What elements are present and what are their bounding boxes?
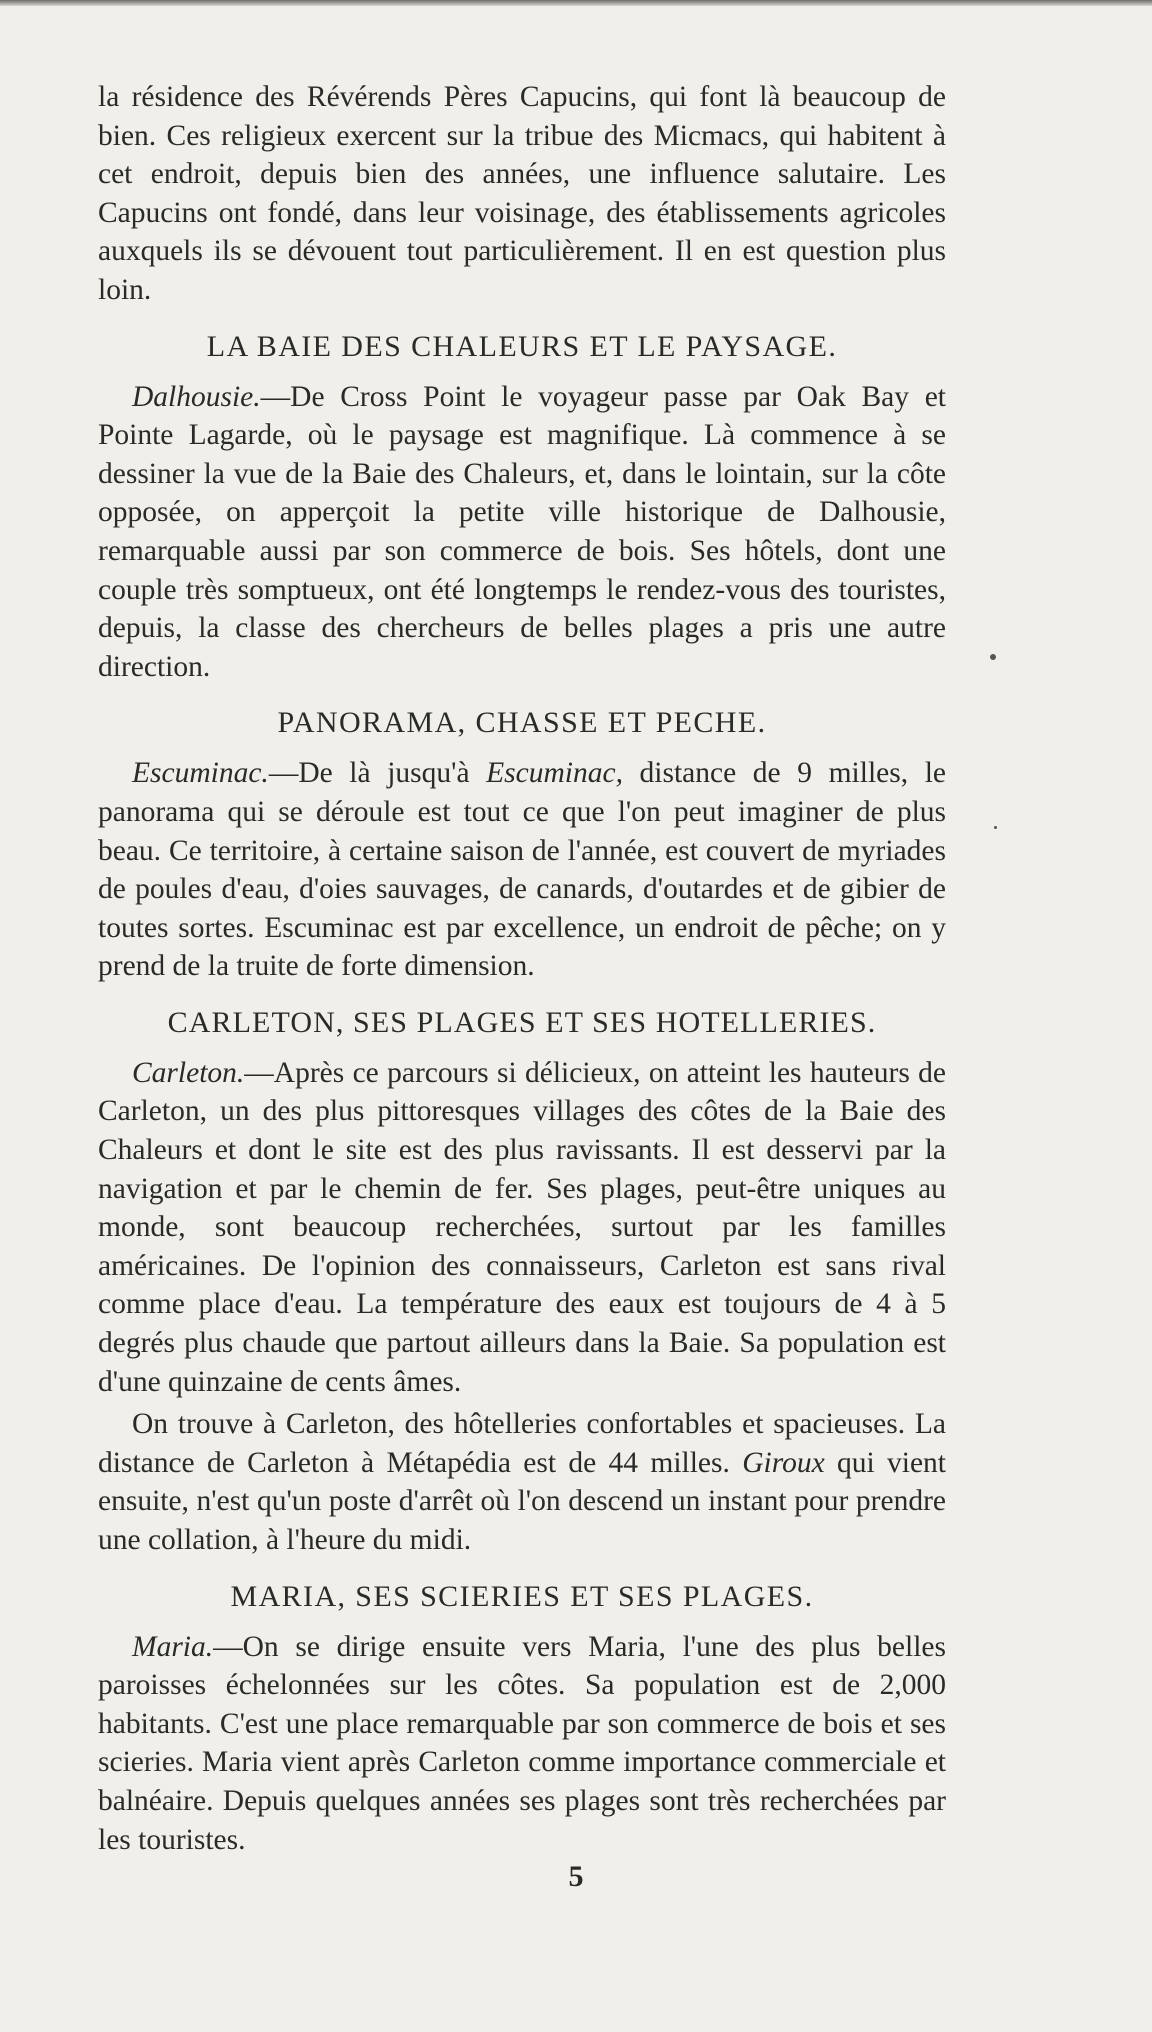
scan-speck	[990, 654, 996, 660]
paragraph-maria	[98, 1628, 946, 1860]
scan-top-edge	[0, 0, 1152, 6]
intro-paragraph: la résidence des Révérends Pères Capucins, qui font là beaucoup de bien. Ces religieux exercent sur la tribue des Micmacs, qui habitent à cet endroit, depuis bien des années, une influence salutaire. Les Capucins ont fondé, dans leur voisinage, des établissements agricoles auxquels ils se dévouent tout particulièrement. Il en est question plus loin.	[98, 81, 946, 306]
scan-speck	[994, 826, 997, 829]
text-dalhousie: —De Cross Point le voyageur passe par Oak Bay et Pointe Lagarde, où le paysage est magnifique. Là commence à se dessiner la vue de la Baie des Chaleurs, et, dans le lointain, sur la côte opposée, on apperçoit la petite ville historique de Dalhousie, remarquable aussi par son commerce de bois. Ses hôtels, dont une couple très somptueux, ont été longtemps le rendez-vous des touristes, depuis, la classe des chercheurs de belles plages a pris une autre direction.	[98, 380, 946, 683]
text-giroux: qui vient ensuite, n'est qu'un poste d'arrêt où l'on descend un instant pour prendre une collation, à l'heure du midi.	[98, 1446, 947, 1556]
paragraph-dalhousie	[98, 378, 946, 687]
page-body	[98, 78, 946, 1859]
text-carleton-hotels: On trouve à Carleton, des hôtelleries confortables et spacieuses. La distance de Carleton à Métapédia est de 44 milles.	[98, 1408, 946, 1479]
section-heading-panorama: PANORAMA, CHASSE ET PECHE.	[277, 706, 767, 740]
lead-dalhousie: Dalhousie.	[132, 380, 261, 413]
text-carleton: —Après ce parcours si délicieux, on atteint les hauteurs de Carleton, un des plus pittoresques villages des côtes de la Baie des Chaleurs et dont le site est des plus ravissants. Il est desservi par la navigation et par le chemin de fer. Ses plages, peut-être uniques au monde, sont beaucoup recherchées, surtout par les familles américaines. De l'opinion des connaisseurs, Carleton est sans rival comme place d'eau. La température des eaux est toujours de 4 à 5 degrés plus chaude que partout ailleurs dans la Baie. Sa population est d'une quinzaine de cents âmes.	[98, 1056, 946, 1398]
page-number: 5	[568, 1860, 584, 1893]
paragraph-escuminac	[98, 754, 946, 986]
paragraph-carleton-hotels	[98, 1405, 946, 1559]
lead-giroux: Giroux	[742, 1446, 825, 1479]
section-heading-baie: LA BAIE DES CHALEURS ET LE PAYSAGE.	[206, 329, 838, 363]
section-heading-carleton: CARLETON, SES PLAGES ET SES HOTELLERIES.	[167, 1005, 877, 1039]
text-escuminac-a: —De là jusqu'à	[268, 757, 487, 790]
lead-escuminac: Escuminac.	[132, 757, 269, 790]
lead-carleton: Carleton.	[132, 1056, 245, 1089]
section-heading-maria: MARIA, SES SCIERIES ET SES PLAGES.	[230, 1579, 814, 1613]
text-escuminac-b: distance de 9 milles, le panorama qui se déroule est tout ce que l'on peut imaginer de plus beau. Ce territoire, à certaine saison de l'année, est couvert de myriades de poules d'eau, d'oies sauvages, de canards, d'outardes et de gibier de toutes sortes. Escuminac est par excellence, un endroit de pêche; on y prend de la truite de forte dimension.	[98, 757, 946, 983]
paragraph-carleton	[98, 1054, 946, 1401]
lead-maria: Maria.	[132, 1630, 214, 1663]
text-maria: —On se dirige ensuite vers Maria, l'une des plus belles paroisses échelonnées sur les côtes. Sa population est de 2,000 habitants. C'est une place remarquable par son commerce de bois et ses scieries. Maria vient après Carleton comme importance commerciale et balnéaire. Depuis quelques années ses plages sont très recherchées par les touristes.	[98, 1630, 946, 1856]
inline-escuminac: Escuminac,	[486, 757, 623, 790]
